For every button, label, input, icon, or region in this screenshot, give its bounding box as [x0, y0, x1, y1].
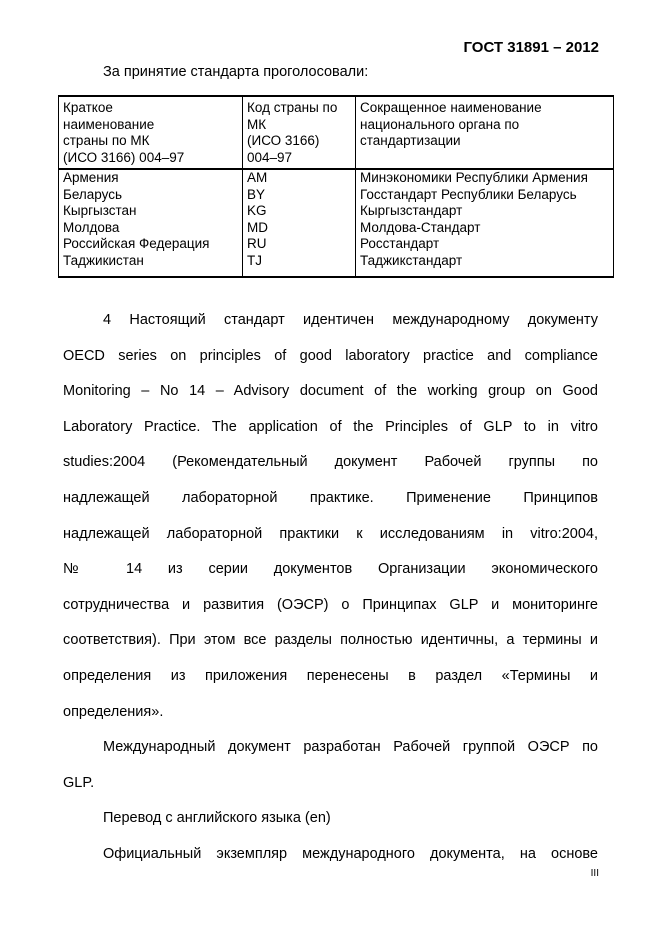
country-name: Кыргызстан — [63, 203, 137, 218]
country-code: TJ — [247, 252, 262, 268]
country-name: Армения — [63, 170, 119, 185]
national-body: Росстандарт — [360, 236, 440, 251]
header-country-name: Краткое наименование страны по МК (ИСО 3166) 004–97 — [59, 96, 243, 169]
national-body: Госстандарт Республики Беларусь — [360, 186, 577, 202]
country-name: Таджикистан — [63, 252, 144, 268]
national-body: Кыргызстандарт — [360, 203, 463, 218]
paragraph-4: 4 Настоящий стандарт идентичен международному документу OECD series on principles of good laboratory practice and compliance Monitoring – No 14 – Advisory document of the working group on Good Laboratory Practice. The application of the Principles of GLP to in vitro studies:2004 (Рекомендательный документ Рабочей группы по надлежащей лабораторной практике. Применение Принципов надлежащей лабораторной практики к исследованиям in vitro:2004, № 14 из серии документов Организации экономического сотрудничества и развития (ОЭСР) о Принципах GLP и мониторинге соответствия). При этом все разделы полностью идентичны, а термины и определения из приложения перенесены в раздел «Термины и определения». — [63, 312, 598, 720]
country-names-cell — [59, 169, 243, 277]
country-code: BY — [247, 186, 266, 202]
standard-code: ГОСТ 31891 – 2012 — [463, 39, 599, 56]
country-code: RU — [247, 236, 267, 251]
header-national-body: Сокращенное наименование национального органа по стандартизации — [356, 96, 614, 169]
national-bodies-cell — [356, 169, 614, 277]
voted-intro: За принятие стандарта проголосовали: — [103, 64, 369, 80]
paragraph-translation: Перевод с английского языка (en) — [103, 810, 331, 826]
paragraph-developed-by: Международный документ разработан Рабочей группой ОЭСР по GLP. — [63, 739, 598, 791]
country-code: MD — [247, 219, 268, 235]
country-code: KG — [247, 203, 267, 218]
page-number: III — [590, 868, 599, 879]
table-body-row — [59, 169, 614, 277]
header-country-code: Код страны по МК (ИСО 3166) 004–97 — [243, 96, 356, 169]
national-body: Таджикстандарт — [360, 252, 463, 268]
country-name: Российская Федерация — [63, 236, 210, 251]
voting-table — [58, 95, 614, 278]
country-name: Молдова — [63, 219, 120, 235]
country-codes-cell — [243, 169, 356, 277]
country-name: Беларусь — [63, 186, 123, 202]
national-body: Молдова-Стандарт — [360, 219, 481, 235]
country-code: AM — [247, 170, 268, 185]
national-body: Минэкономики Республики Армения — [360, 170, 588, 185]
table-header-row — [59, 96, 614, 169]
paragraph-official-copy: Официальный экземпляр международного документа, на основе — [103, 846, 598, 862]
